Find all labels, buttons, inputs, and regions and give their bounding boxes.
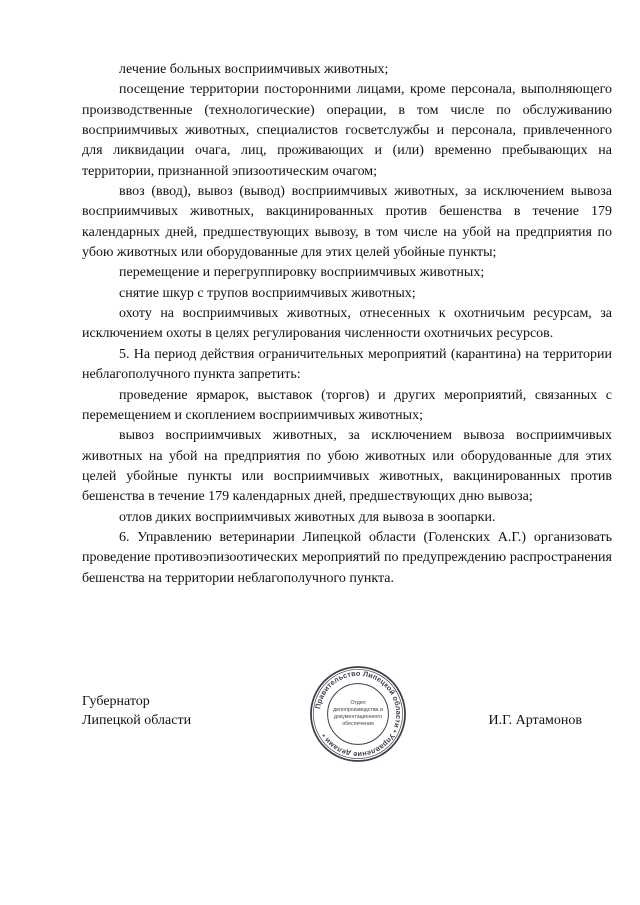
document-body (82, 60, 612, 589)
paragraph-5: снятие шкур с трупов восприимчивых животных; (119, 285, 416, 301)
paragraph-8: проведение ярмарок, выставок (торгов) и других мероприятий, связанных с перемещением и скоплением восприимчивых животных; (82, 387, 612, 423)
seal-inner-line-1: Отдел (350, 700, 366, 707)
paragraph-7: 5. На период действия ограничительных мероприятий (карантина) на территории неблагополучного пункта запретить: (82, 346, 612, 383)
signatory-title-line-1: Губернатор (82, 694, 150, 709)
paragraph-9: вывоз восприимчивых животных, за исключением вывоза восприимчивых животных на убой на предприятия по убою животных или оборудованные для этих целей убойные пункты или восприимчивых животных, вакцинированных против бешенства в течение 179 календарных дней, предшествующих дню вывоза; (82, 428, 612, 505)
signatory-title-line-2: Липецкой области (82, 713, 192, 728)
paragraph-11: 6. Управлению ветеринарии Липецкой области (Голенских А.Г.) организовать проведение противоэпизоотических мероприятий по предупреждению распространения бешенства на территории неблагополучного пункта. (82, 529, 612, 586)
paragraph-4: перемещение и перегруппировку восприимчивых животных; (119, 265, 485, 281)
paragraph-6: охоту на восприимчивых животных, отнесенных к охотничьим ресурсам, за исключением охоты в целях регулирования численности охотничьих ресурсов. (82, 306, 612, 342)
signatory-title (82, 692, 191, 730)
signatory-name: И.Г. Артамонов (488, 713, 582, 728)
seal-inner-line-4: обеспечения (342, 720, 374, 727)
paragraph-3: ввоз (ввод), вывоз (вывод) восприимчивых животных, за исключением вывоза восприимчивых животных, вакцинированных против бешенства в течение 179 календарных дней, предшествующих вывозу, в том числе на убой на предприятия по убою животных или оборудованные для этих целей убойные пункты; (82, 184, 612, 261)
official-seal (309, 665, 407, 763)
seal-outer-text: Правительство Липецкой области • Управление делами • (313, 668, 404, 760)
seal-inner-line-2: делопроизводства и (333, 707, 383, 714)
seal-inner-line-3: документационного (333, 713, 383, 720)
paragraph-10: отлов диких восприимчивых животных для вывоза в зоопарки. (119, 509, 496, 525)
paragraph-1: лечение больных восприимчивых животных; (119, 62, 389, 77)
paragraph-2: посещение территории посторонними лицами, кроме персонала, выполняющего производственные (технологические) операции, в том числе по обслуживанию восприимчивых животных, специалистов госветслужбы и персонала, привлеченного для ликвидации очага, лиц, проживающих и (или) временно пребывающих на территории, признанной эпизоотическим очагом; (82, 82, 612, 179)
